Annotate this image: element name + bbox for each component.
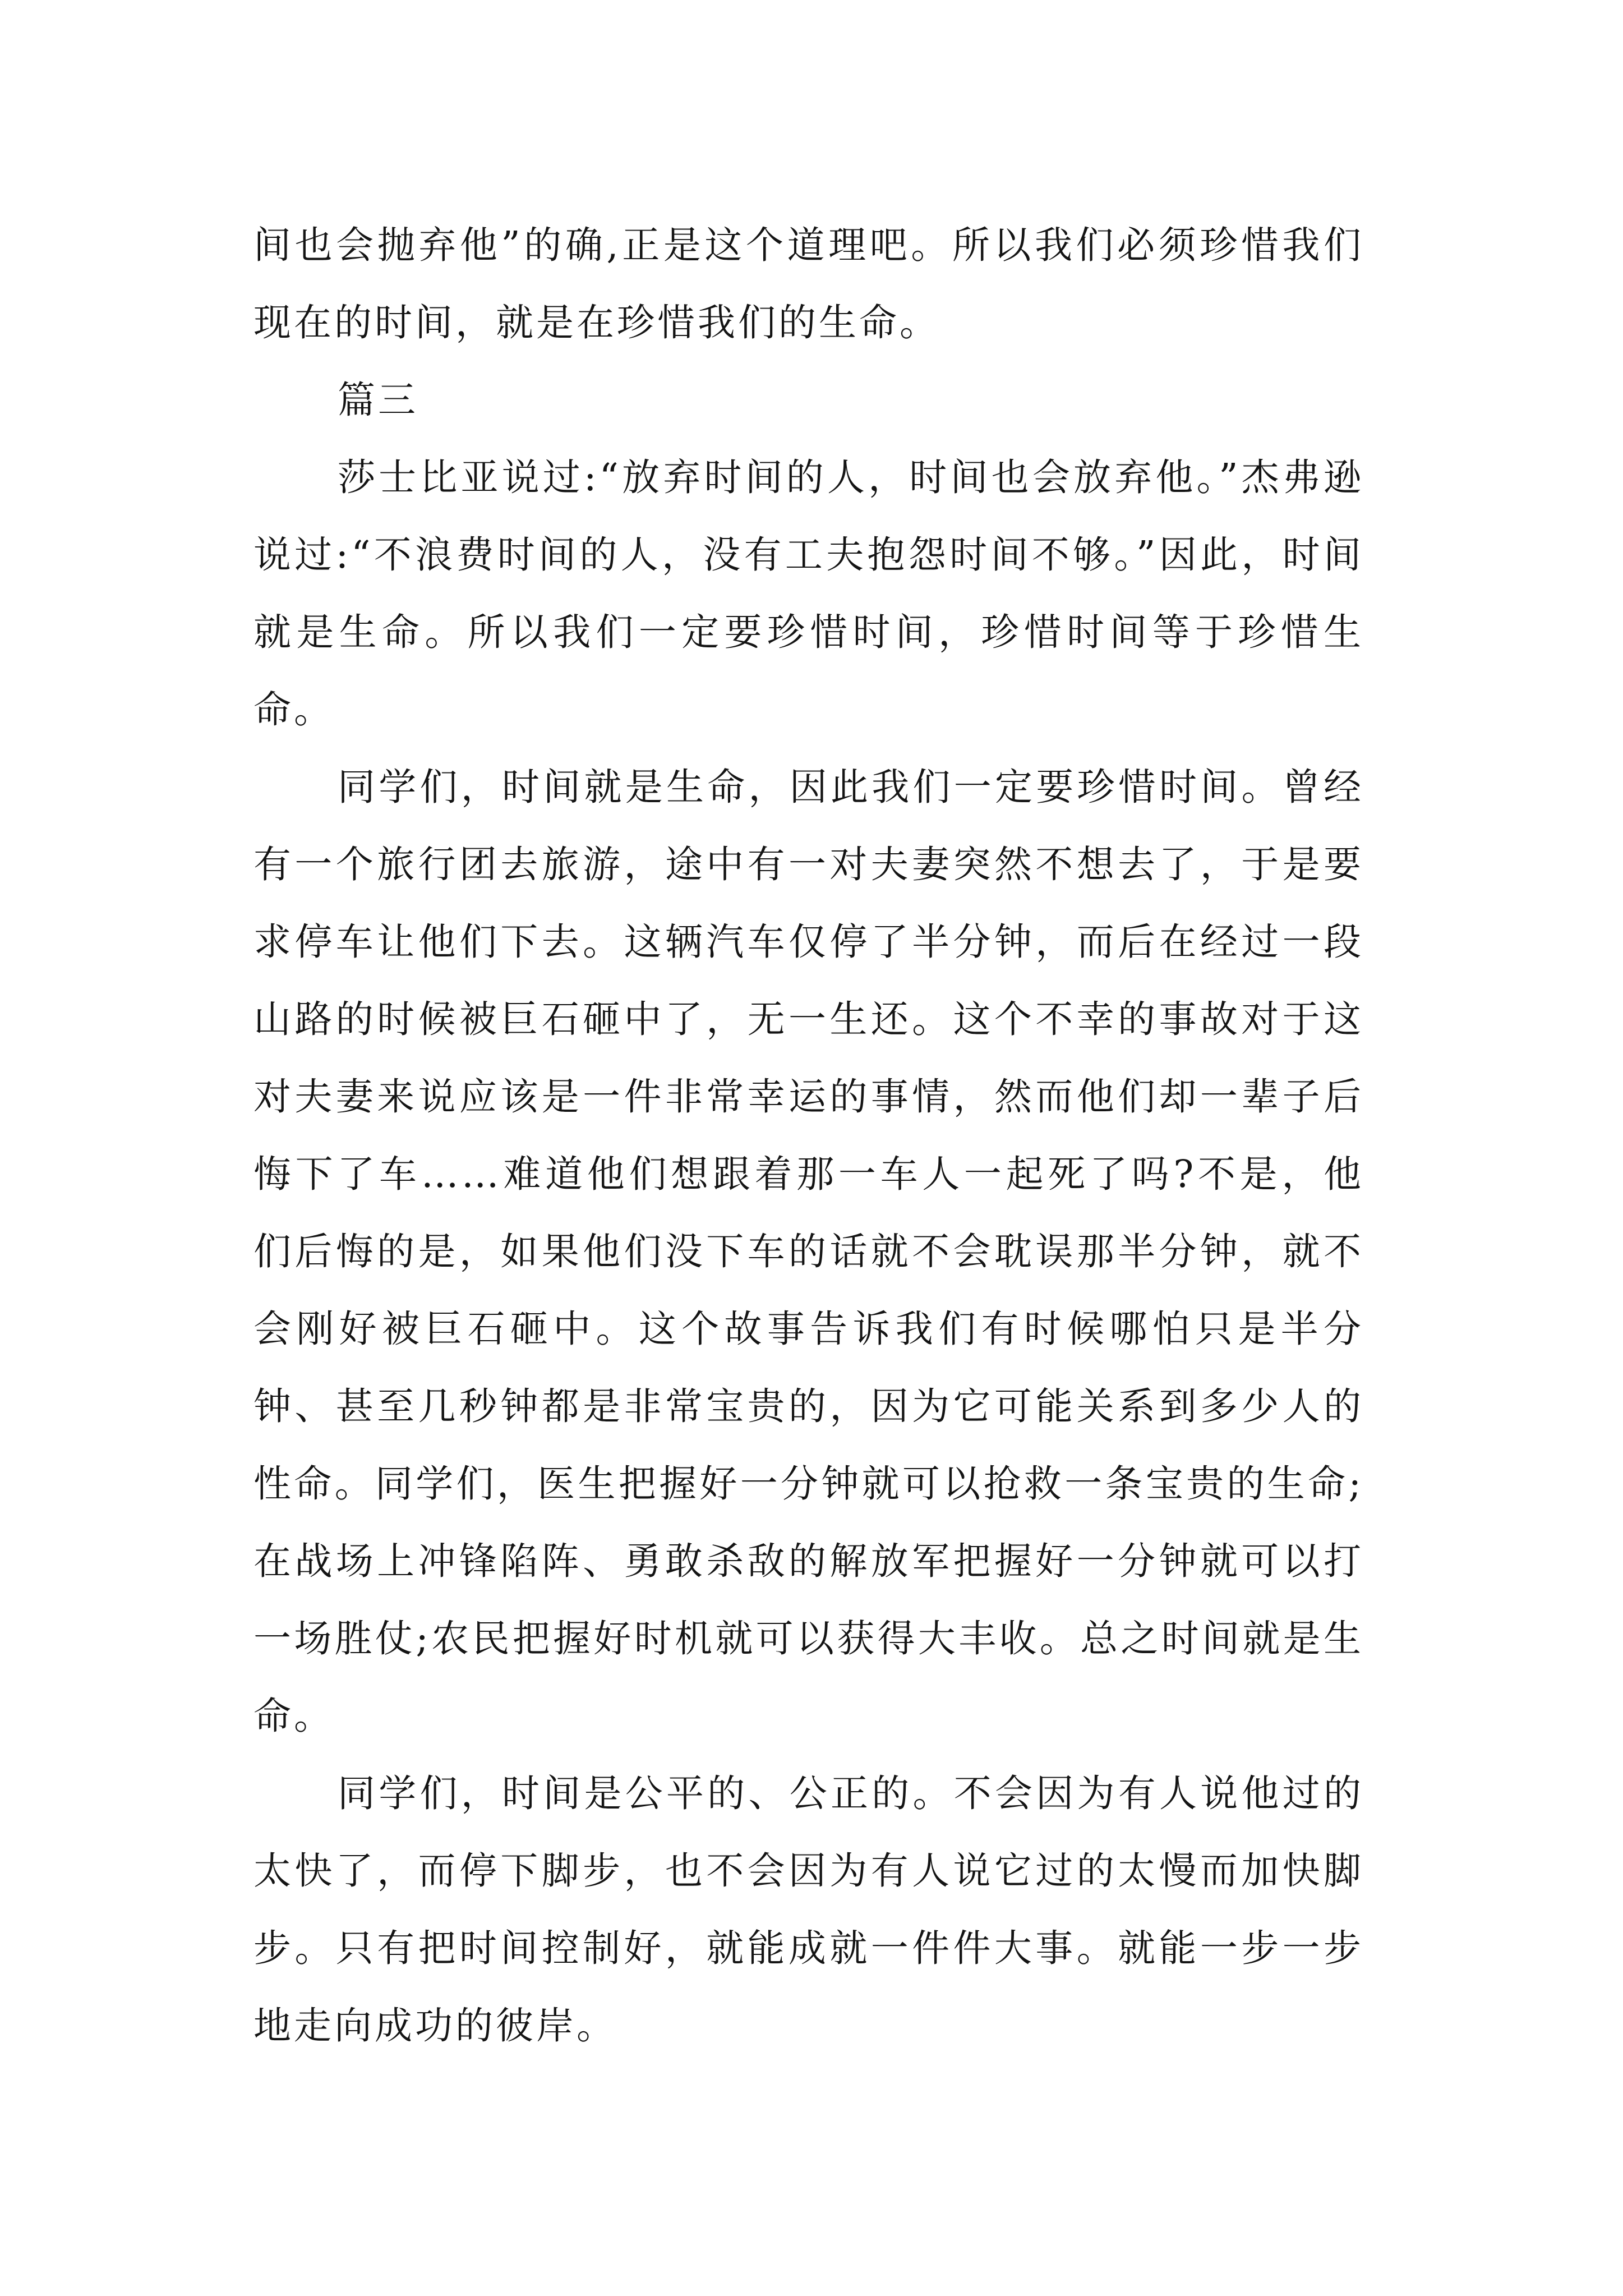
- paragraph-story: 同学们，时间就是生命，因此我们一定要珍惜时间。曾经有一个旅行团去旅游，途中有一对夫妻突然不想去了，于是要求停车让他们下去。这辆汽车仅停了半分钟，而后在经过一段山路的时候被巨石砸中了，无一生还。这个不幸的事故对于这对夫妻来说应该是一件非常幸运的事情，然而他们却一辈子后悔下了车……难道他们想跟着那一车人一起死了吗?不是，他们后悔的是，如果他们没下车的话就不会耽误那半分钟，就不会刚好被巨石砸中。这个故事告诉我们有时候哪怕只是半分钟、甚至几秒钟都是非常宝贵的，因为它可能关系到多少人的性命。同学们，医生把握好一分钟就可以抢救一条宝贵的生命;在战场上冲锋陷阵、勇敢杀敌的解放军把握好一分钟就可以打一场胜仗;农民把握好时机就可以获得大丰收。总之时间就是生命。: [253, 765, 1364, 1738]
- document-body: [253, 206, 1364, 2064]
- paragraph-continuation: 间也会抛弃他”的确,正是这个道理吧。所以我们必须珍惜我们现在的时间，就是在珍惜我们的生命。: [253, 223, 1364, 344]
- section-heading: 篇三: [338, 378, 418, 422]
- paragraph-quotes: 莎士比亚说过:“放弃时间的人，时间也会放弃他。”杰弗逊说过:“不浪费时间的人，没有工夫抱怨时间不够。”因此，时间就是生命。所以我们一定要珍惜时间，珍惜时间等于珍惜生命。: [253, 455, 1364, 731]
- paragraph-conclusion: 同学们，时间是公平的、公正的。不会因为有人说他过的太快了，而停下脚步，也不会因为有人说它过的太慢而加快脚步。只有把时间控制好，就能成就一件件大事。就能一步一步地走向成功的彼岸。: [253, 1772, 1364, 2047]
